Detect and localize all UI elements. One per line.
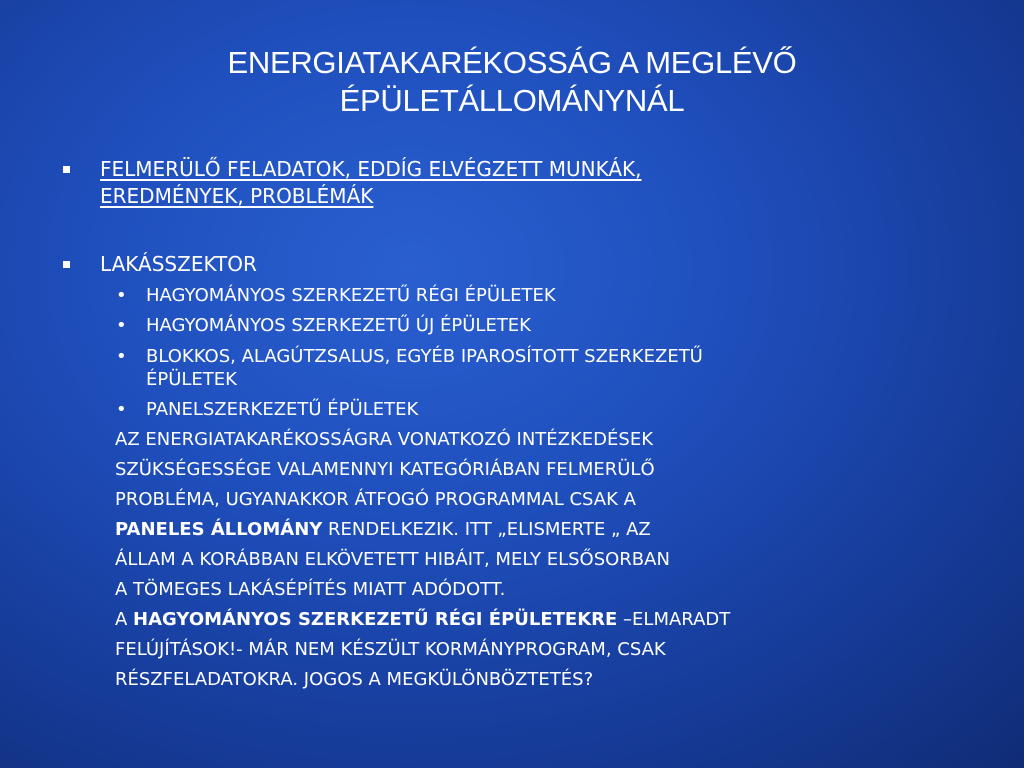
paragraph-line: A TÖMEGES LAKÁSÉPÍTÉS MIATT ADÓDOTT. bbox=[115, 579, 506, 600]
sub-bullet-item bbox=[116, 284, 906, 307]
paragraph-text: –ELMARADT bbox=[617, 609, 731, 630]
sub-bullet-item bbox=[116, 345, 906, 391]
round-bullet-icon: • bbox=[116, 346, 127, 367]
sub-bullet-text-line-1: BLOKKOS, ALAGÚTZSALUS, EGYÉB IPAROSÍTOTT SZERKEZETŰ bbox=[146, 346, 703, 367]
square-bullet-icon bbox=[63, 261, 70, 268]
square-bullet-icon bbox=[63, 166, 70, 173]
round-bullet-icon: • bbox=[116, 285, 127, 306]
sub-bullet-text: PANELSZERKEZETŰ ÉPÜLETEK bbox=[146, 399, 419, 420]
emphasis-paneles: PANELES ÁLLOMÁNY bbox=[115, 519, 323, 540]
bullet-item[interactable] bbox=[100, 156, 880, 210]
paragraph-line: FELÚJÍTÁSOK!- MÁR NEM KÉSZÜLT KORMÁNYPROGRAM, CSAK bbox=[115, 639, 666, 660]
bullet-link-line-2[interactable]: EREDMÉNYEK, PROBLÉMÁK bbox=[100, 184, 374, 208]
paragraph-text: A bbox=[115, 609, 134, 630]
sub-bullet-text-line-2: ÉPÜLETEK bbox=[146, 369, 237, 390]
paragraph-line bbox=[115, 605, 935, 635]
paragraph-text: RENDELKEZIK. ITT „ELISMERTE „ AZ bbox=[322, 519, 651, 540]
sub-bullet-item bbox=[116, 314, 906, 337]
paragraph-line bbox=[115, 515, 935, 545]
round-bullet-icon: • bbox=[116, 315, 127, 336]
bullet-label: LAKÁSSZEKTOR bbox=[100, 252, 257, 276]
sub-bullet-text: HAGYOMÁNYOS SZERKEZETŰ RÉGI ÉPÜLETEK bbox=[146, 285, 556, 306]
sub-bullet-item bbox=[116, 398, 906, 421]
round-bullet-icon: • bbox=[116, 399, 127, 420]
title-line-1: ENERGIATAKARÉKOSSÁG A MEGLÉVŐ bbox=[227, 45, 797, 80]
bullet-link-line-1[interactable]: FELMERÜLŐ FELADATOK, EDDÍG ELVÉGZETT MUNKÁK, bbox=[100, 157, 642, 181]
sub-bullet-text: HAGYOMÁNYOS SZERKEZETŰ ÚJ ÉPÜLETEK bbox=[146, 315, 531, 336]
emphasis-hagyomanyos: HAGYOMÁNYOS SZERKEZETŰ RÉGI ÉPÜLETEKRE bbox=[133, 609, 618, 630]
paragraph-line: AZ ENERGIATAKARÉKOSSÁGRA VONATKOZÓ INTÉZKEDÉSEK bbox=[115, 429, 654, 450]
paragraph-line: SZÜKSÉGESSÉGE VALAMENNYI KATEGÓRIÁBAN FELMERÜLŐ bbox=[115, 459, 655, 480]
title-line-2: ÉPÜLETÁLLOMÁNYNÁL bbox=[339, 83, 685, 118]
bullet-link[interactable] bbox=[100, 157, 641, 208]
body-paragraph bbox=[115, 425, 935, 695]
paragraph-line: RÉSZFELADATOKRA. JOGOS A MEGKÜLÖNBÖZTETÉS? bbox=[115, 669, 594, 690]
paragraph-line: PROBLÉMA, UGYANAKKOR ÁTFOGÓ PROGRAMMAL CSAK A bbox=[115, 489, 636, 510]
bullet-item bbox=[100, 251, 880, 278]
paragraph-line: ÁLLAM A KORÁBBAN ELKÖVETETT HIBÁIT, MELY ELSŐSORBAN bbox=[115, 549, 670, 570]
